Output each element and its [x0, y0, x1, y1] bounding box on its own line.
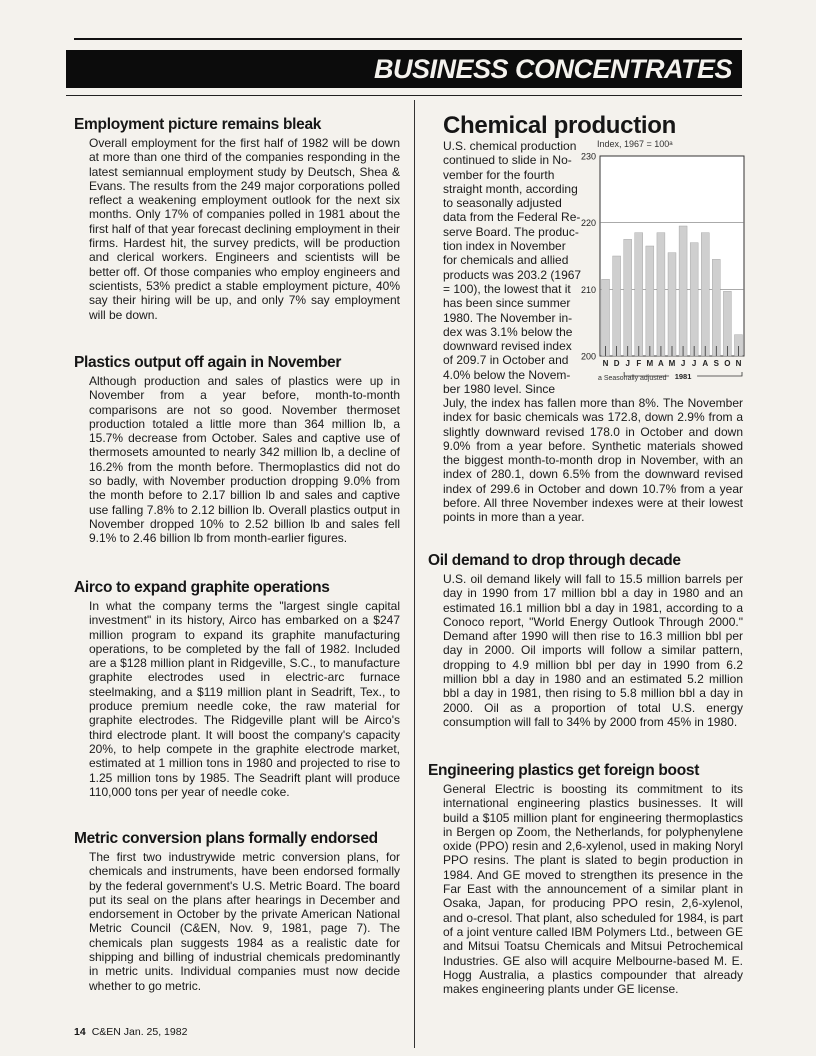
footer-citation: C&EN Jan. 25, 1982	[91, 1026, 188, 1038]
chemical-intro-line: tion index in November	[443, 239, 566, 254]
chart-category-label: J	[680, 359, 686, 368]
plastics-heading: Plastics output off again in November	[74, 354, 342, 371]
chemical-intro-line: of 209.7 in October and	[443, 353, 569, 368]
chart-year-label: 1981	[674, 372, 692, 381]
chemical-intro-line: continued to slide in No-	[443, 153, 572, 168]
chart-category-label: O	[724, 359, 731, 368]
chart-category-label: S	[713, 359, 719, 368]
chart-bar	[635, 233, 643, 356]
chemical-intro-line: U.S. chemical production	[443, 139, 577, 153]
chart-tick-label: 200	[580, 351, 596, 362]
chart-category-label: J	[625, 359, 630, 368]
chart-bar	[701, 233, 709, 356]
chemical-intro-line: has been since summer	[443, 296, 571, 311]
column-divider	[414, 100, 415, 1048]
airco-heading: Airco to expand graphite operations	[74, 579, 330, 596]
chemical-heading: Chemical production	[443, 112, 676, 139]
metric-body: The first two industrywide metric conversion plans, for chemicals and instruments, have been endorsed formally by the federal government's U.S. Metric Board. The board put its seal on the plans after hearings in December and endorsement in October by the private American National Metric Council (C&EN, Nov. 9, 1981, page 7). The chemicals plan suggests 1984 as a realistic date for shipping and billing of industrial chemicals predominantly in metric units. Individual companies must now decide whether to go metric.	[89, 850, 400, 993]
banner-title: BUSINESS CONCENTRATES	[373, 53, 732, 84]
chart-tick-label: 210	[580, 284, 596, 295]
chemical-intro-line: 4.0% below the Novem-	[443, 367, 571, 382]
employment-body: Overall employment for the first half of 1982 will be down at more than one third of the companies responding in the latest semiannual employment study by Deutsch, Shea & Evans. The results from the 249 major corporations polled reflect a weakening employment outlook for the next six months. Only 17% of companies polled in 1981 about the first half of that year forecast declining employment in their firms. Hardest hit, the survey predicts, will be production and clerical workers. Engineers and scientists will be better off. Of those companies who employ engineers and scientists, 53% predict a stable employment picture, 40% say their hiring will be up, and only 7% say employment will be down.	[89, 136, 400, 322]
page-number: 14	[74, 1026, 86, 1038]
chart-bar	[646, 246, 654, 356]
engineering-body: General Electric is boosting its commitment to its international engineering plastics businesses. It will build a $105 million plant for engineering thermoplastics in Bergen op Zoom, the Netherlands, for polyphenylene oxide (PPO) resin and 2,6-xylenol, used in making Noryl PPO resins. The plant is slated to begin production in 1984. And GE moved to strengthen its presence in the Far East with the announcement of a similar plant in Osaka, Japan, for producing PPO resin, 2,6-xylenol, and o-cresol. That plant, also scheduled for 1984, is part of a joint venture called IBM Polymers Ltd., between GE and Mitsui Toatsu Chemicals and Mitsui Petrochemical Industries. GE also will acquire Melbourne-based M. E. Hogg Australia, a plastics compounder that already makes engineering plants under GE license.	[443, 782, 743, 997]
chemical-production-chart	[575, 148, 747, 396]
employment-heading: Employment picture remains bleak	[74, 116, 322, 133]
chemical-intro-line: data from the Federal Re-	[443, 210, 581, 225]
chart-category-label: N	[735, 359, 742, 368]
chemical-intro-line: to seasonally adjusted	[443, 196, 562, 211]
engineering-heading: Engineering plastics get foreign boost	[428, 762, 700, 779]
section-banner	[66, 50, 742, 88]
airco-body: In what the company terms the "largest single capital investment" in its history, Airco has embarked on a $247 million program to expand its graphite manufacturing operations, to be completed by the fall of 1982. Included are a $128 million plant in Ridgeville, S.C., to manufacture graphite electrodes used in electric-arc furnace steelmaking, and a $119 million plant in Seadrift, Tex., to produce premium needle coke, the raw material for graphite electrodes. The Ridgeville plant will be Airco's third electrode plant. It will boost the company's capacity 20%, to help compete in the graphite electrode market, estimated at 1 million tons in 1980 and projected to rise to 1.25 million tons by 1985. The Seadrift plant will produce 110,000 tons per year of needle coke.	[89, 599, 400, 799]
chemical-body-rest: July, the index has fallen more than 8%. The November index for basic chemicals was 172.8, down 2.9% from a slightly downward revised 178.0 in October and down 9.0% from a year before. Synthetic materials showed the biggest month-to-month drop in November, with an index of 280.1, down 6.5% from the downward revised index of 299.6 in October and down 10.7% from a year before. All three November indexes were at their lowest points in more than a year.	[443, 396, 743, 525]
chart-bar	[690, 243, 698, 356]
chart-bar	[624, 239, 632, 356]
chemical-intro-line: ber 1980 level. Since	[443, 382, 556, 397]
chart-bar	[679, 226, 687, 356]
chart-category-label: A	[658, 359, 664, 368]
plastics-body: Although production and sales of plastics were up in November from a year before, month-to-month comparisons are not so good. November thermoset production totaled a little more than 364 million lb, a 15.7% decrease from October. Sales and captive use of thermosets amounted to nearly 342 million lb, a decline of 16.2% from the month before. Thermoplastics did not do so badly, with November production dropping 9.0% from the month before to 2.17 billion lb and sales and captive use falling 7.8% to 2.12 billion lb. Overall plastics output in November dropped 10% to 2.52 billion lb and sales fell 9.1% to 2.46 billion lb from month-earlier figures.	[89, 374, 400, 546]
chart-category-label: F	[636, 359, 642, 368]
chemical-intro-line: for chemicals and allied	[443, 253, 569, 268]
chemical-intro-line: straight month, according	[443, 181, 578, 196]
chart-tick-label: 230	[580, 151, 596, 162]
chart-bar	[613, 256, 621, 356]
banner-rule	[66, 95, 742, 96]
chart-category-label: M	[668, 359, 676, 368]
chemical-intro-line: = 100), the lowest that it	[443, 281, 571, 296]
chemical-intro-line: 1980. The November in-	[443, 310, 573, 325]
page-footer	[74, 1026, 187, 1038]
chart-bar	[712, 259, 720, 356]
chemical-intro-line: vember for the fourth	[443, 167, 555, 182]
chart-tick-label: 220	[580, 218, 596, 229]
chemical-intro-line: products was 203.2 (1967	[443, 267, 582, 282]
top-rule	[74, 38, 742, 40]
chart-bar	[657, 233, 665, 356]
metric-heading: Metric conversion plans formally endorsed	[74, 830, 378, 847]
chart-category-label: D	[613, 359, 620, 368]
chart-category-label: N	[602, 359, 609, 368]
chemical-intro	[443, 139, 597, 396]
chart-category-label: J	[691, 359, 697, 368]
chemical-intro-line: downward revised index	[443, 339, 572, 354]
oil-body: U.S. oil demand likely will fall to 15.5 million barrels per day in 1990 from 17 million bbl a day in 1980 and an estimated 16.1 million bbl a day in 1981, according to a Conoco report, "World Energy Outlook Through 2000." Demand after 1990 will then rise to 16.3 million bbl per day in 2000. Oil imports will follow a similar pattern, dropping to 4.9 million bbl per day in 1990 from 6.2 million bbl a day in 1980 and an estimated 5.2 million bbl a day in 1981, then rising to 5.8 million bbl a day in 2000. Oil as a proportion of total U.S. energy consumption will fall to 34% by 2000 from 45% in 1980.	[443, 572, 743, 729]
chart-category-label: M	[646, 359, 654, 368]
chemical-intro-line: serve Board. The produc-	[443, 224, 579, 239]
oil-heading: Oil demand to drop through decade	[428, 552, 681, 569]
chart-category-label: A	[702, 359, 709, 368]
chart-footnote: a Seasonally adjusted	[598, 375, 667, 382]
chemical-intro-line: dex was 3.1% below the	[443, 324, 573, 339]
chart-bar	[602, 279, 610, 356]
chart-axis-caption: Index, 1967 = 100ᵃ	[597, 139, 673, 149]
chart-bar	[668, 253, 676, 356]
